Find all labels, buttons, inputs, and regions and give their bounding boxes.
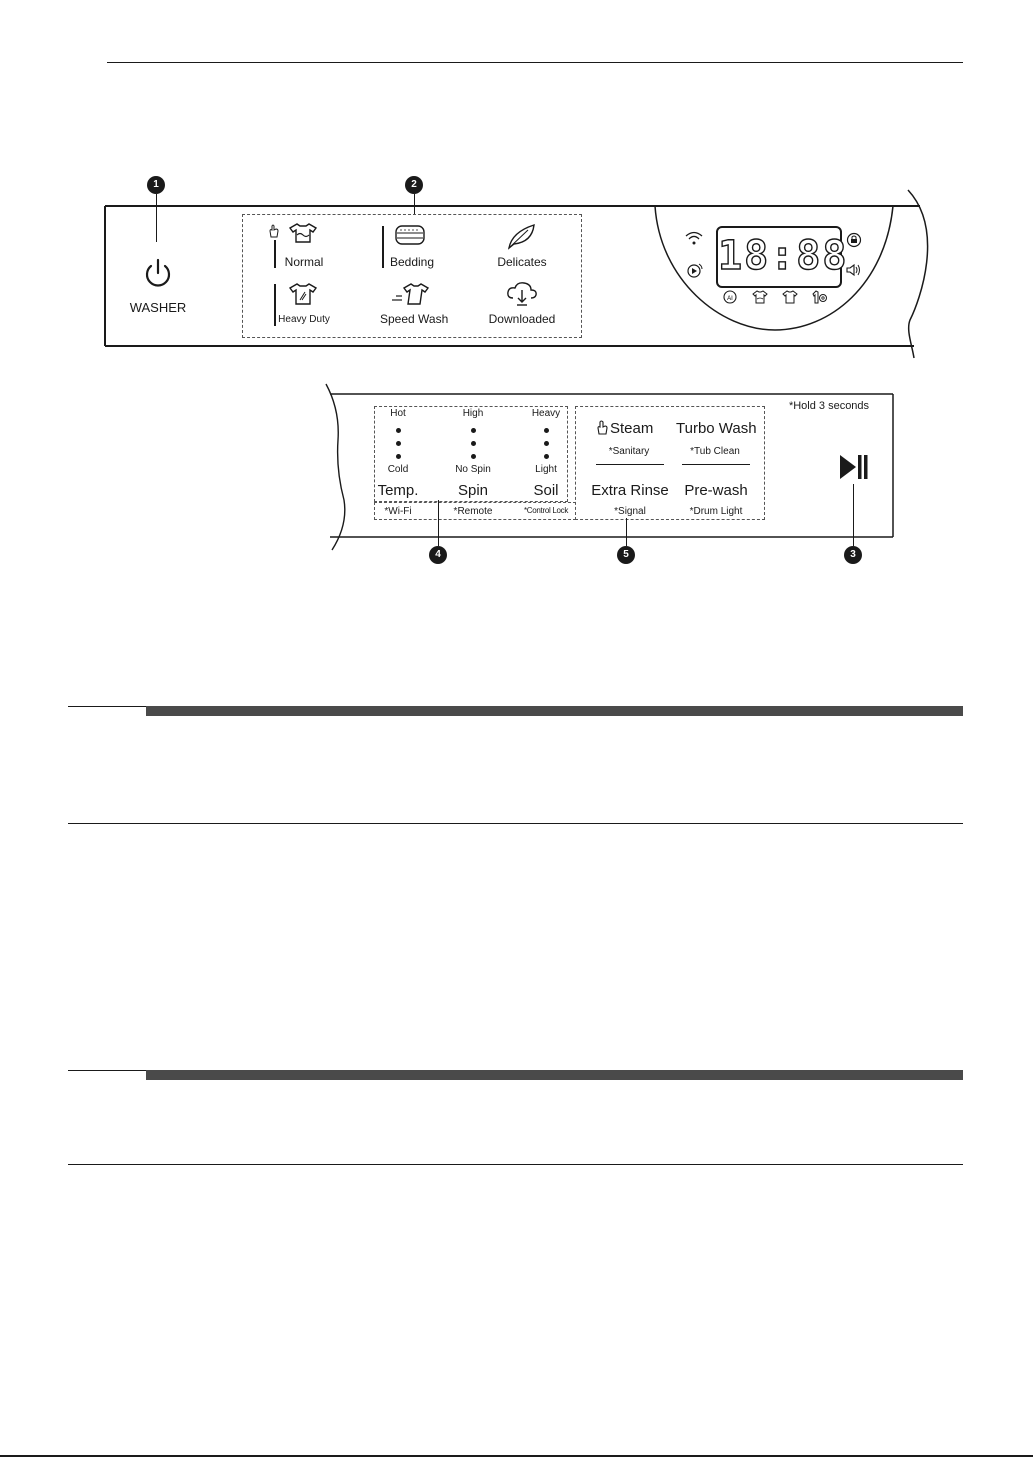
power-label: WASHER <box>129 300 187 315</box>
spin-level-dot <box>471 454 476 459</box>
section-1-divider <box>68 823 963 824</box>
section-2-divider <box>68 1164 963 1165</box>
pre-wash-button[interactable] <box>676 482 756 520</box>
drum-light-secondary-label: *Drum Light <box>689 506 743 517</box>
sanitary-secondary-label: *Sanitary <box>608 446 650 457</box>
start-pause-button[interactable] <box>838 454 870 480</box>
svg-text:AI: AI <box>727 296 733 302</box>
spin-level-dot <box>471 428 476 433</box>
soil-level-dot <box>544 454 549 459</box>
temp-level-dot <box>396 441 401 446</box>
section-1-bar <box>146 706 963 716</box>
spin-top-label: High <box>462 408 484 419</box>
soil-top-label: Heavy <box>531 408 561 419</box>
turbo-wash-button[interactable] <box>676 418 757 466</box>
soil-level-dot <box>544 441 549 446</box>
steam-button[interactable] <box>590 418 668 466</box>
callout-5-leader <box>626 518 627 546</box>
extra-rinse-button[interactable] <box>588 482 672 520</box>
page-bottom-rule <box>0 1455 1033 1457</box>
temp-level-dot <box>396 454 401 459</box>
soil-level-dot <box>544 428 549 433</box>
spin-label: Spin <box>457 482 489 499</box>
pre-wash-label: Pre-wash <box>684 482 748 499</box>
soil-bottom-label: Light <box>535 464 557 475</box>
signal-secondary-label: *Signal <box>614 506 646 517</box>
tub-clean-secondary-label: *Tub Clean <box>690 446 740 457</box>
callout-1: 1 <box>147 176 165 194</box>
cycle-heavy-duty-label: Heavy Duty <box>278 314 330 325</box>
spin-level-dot <box>471 441 476 446</box>
section-2-underline <box>68 1070 146 1071</box>
control-lock-secondary-label: *Control Lock <box>523 506 569 515</box>
cycle-downloaded-label: Downloaded <box>488 312 556 326</box>
turbo-wash-label: Turbo Wash <box>676 420 757 437</box>
temp-top-label: Hot <box>390 408 406 419</box>
spin-button[interactable] <box>450 406 496 502</box>
temp-bottom-label: Cold <box>387 464 409 475</box>
callout-3-leader <box>853 484 854 546</box>
callout-4-leader <box>438 500 439 546</box>
callout-5: 5 <box>617 546 635 564</box>
temp-button[interactable] <box>376 406 420 502</box>
time-display-digits: 18:88 <box>718 233 849 279</box>
temp-label: Temp. <box>377 482 419 499</box>
turbo-wash-divider <box>682 464 750 465</box>
extra-rinse-label: Extra Rinse <box>591 482 669 499</box>
spin-bottom-label: No Spin <box>455 464 491 475</box>
callout-3: 3 <box>844 546 862 564</box>
callout-2: 2 <box>405 176 423 194</box>
callout-4: 4 <box>429 546 447 564</box>
soil-label: Soil <box>533 482 559 499</box>
steam-divider <box>596 464 664 465</box>
wifi-secondary-label: *Wi-Fi <box>384 506 412 517</box>
remote-secondary-label: *Remote <box>453 506 493 517</box>
steam-icon <box>596 420 610 436</box>
cycle-bedding-label: Bedding <box>389 255 435 269</box>
hold-note: *Hold 3 seconds <box>788 400 870 412</box>
temp-level-dot <box>396 428 401 433</box>
cycle-speed-wash-label: Speed Wash <box>380 312 449 326</box>
section-2-bar <box>146 1070 963 1080</box>
section-1-underline <box>68 706 146 707</box>
steam-label: Steam <box>610 420 654 437</box>
soil-button[interactable] <box>524 406 568 502</box>
cycle-normal-label: Normal <box>284 255 324 269</box>
cycle-delicates-label: Delicates <box>497 255 547 269</box>
